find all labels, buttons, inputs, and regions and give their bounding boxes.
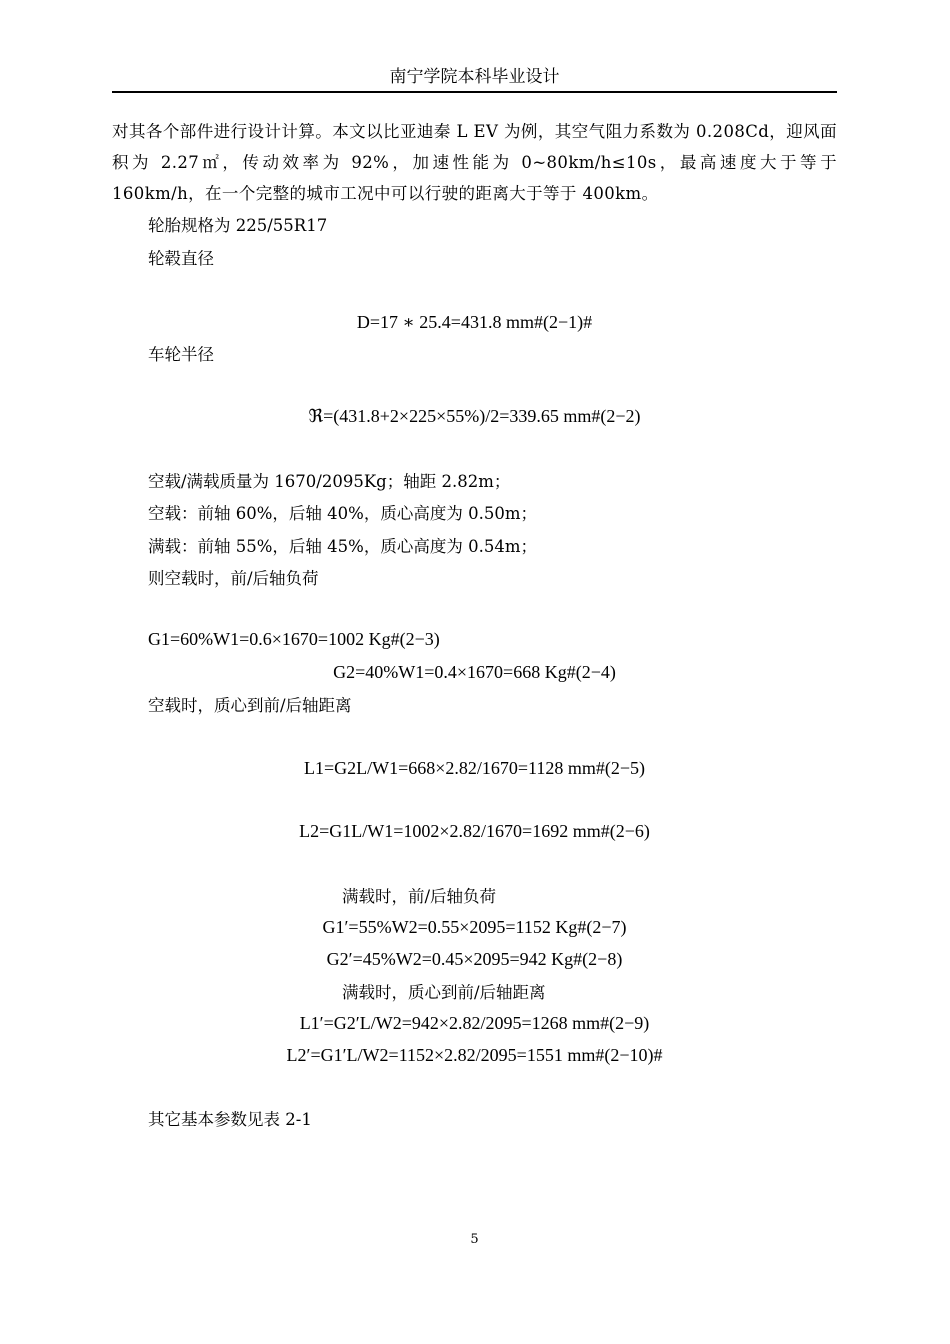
empty-load-line: 空载：前轴 60%，后轴 40%，质心高度为 0.50m；	[148, 504, 537, 523]
equation-2-5: L1=G2L/W1=668×2.82/1670=1128 mm#(2−5)	[303, 758, 646, 778]
other-params-line: 其它基本参数见表 2-1	[148, 1110, 312, 1129]
equation-2-7: G1′=55%W2=0.55×2095=1152 Kg#(2−7)	[322, 917, 627, 937]
page-number: 5	[470, 1232, 479, 1247]
equation-2-8: G2′=45%W2=0.45×2095=942 Kg#(2−8)	[326, 949, 623, 969]
equation-2-1: D=17 ∗ 25.4=431.8 mm#(2−1)#	[356, 312, 593, 332]
tire-spec-line: 轮胎规格为 225/55R17	[148, 216, 328, 235]
equation-2-10: L2′=G1′L/W2=1152×2.82/2095=1551 mm#(2−10)#	[286, 1045, 663, 1065]
mass-line: 空载/满载质量为 1670/2095Kg；轴距 2.82m；	[148, 472, 511, 491]
intro-paragraph: 对其各个部件进行设计计算。本文以比亚迪秦 L EV 为例，其空气阻力系数为 0.208Cd，迎风面积为 2.27㎡，传动效率为 92%，加速性能为 0~80km/h≤10s，最高速度大于等于 160km/h，在一个完整的城市工况中可以行驶的距离大于等于 400km。	[112, 122, 837, 203]
equation-2-2: ℜ=(431.8+2×225×55%)/2=339.65 mm#(2−2)	[308, 406, 641, 426]
full-cg-label: 满载时，质心到前/后轴距离	[342, 983, 546, 1002]
empty-cg-label: 空载时，质心到前/后轴距离	[148, 696, 352, 715]
equation-2-3: G1=60%W1=0.6×1670=1002 Kg#(2−3)	[148, 629, 440, 649]
equation-2-6: L2=G1L/W1=1002×2.82/1670=1692 mm#(2−6)	[299, 821, 650, 841]
full-load-line: 满载：前轴 55%，后轴 45%，质心高度为 0.54m；	[148, 537, 537, 556]
header-rule	[112, 91, 837, 93]
page-header-title: 南宁学院本科毕业设计	[389, 67, 560, 87]
empty-axle-load-label: 则空载时，前/后轴负荷	[148, 569, 319, 588]
full-axle-load-label: 满载时，前/后轴负荷	[342, 887, 497, 906]
hub-diameter-label: 轮毂直径	[148, 249, 214, 268]
wheel-radius-label: 车轮半径	[148, 345, 214, 364]
equation-2-9: L1′=G2′L/W2=942×2.82/2095=1268 mm#(2−9)	[299, 1013, 650, 1033]
equation-2-4: G2=40%W1=0.4×1670=668 Kg#(2−4)	[333, 662, 616, 682]
